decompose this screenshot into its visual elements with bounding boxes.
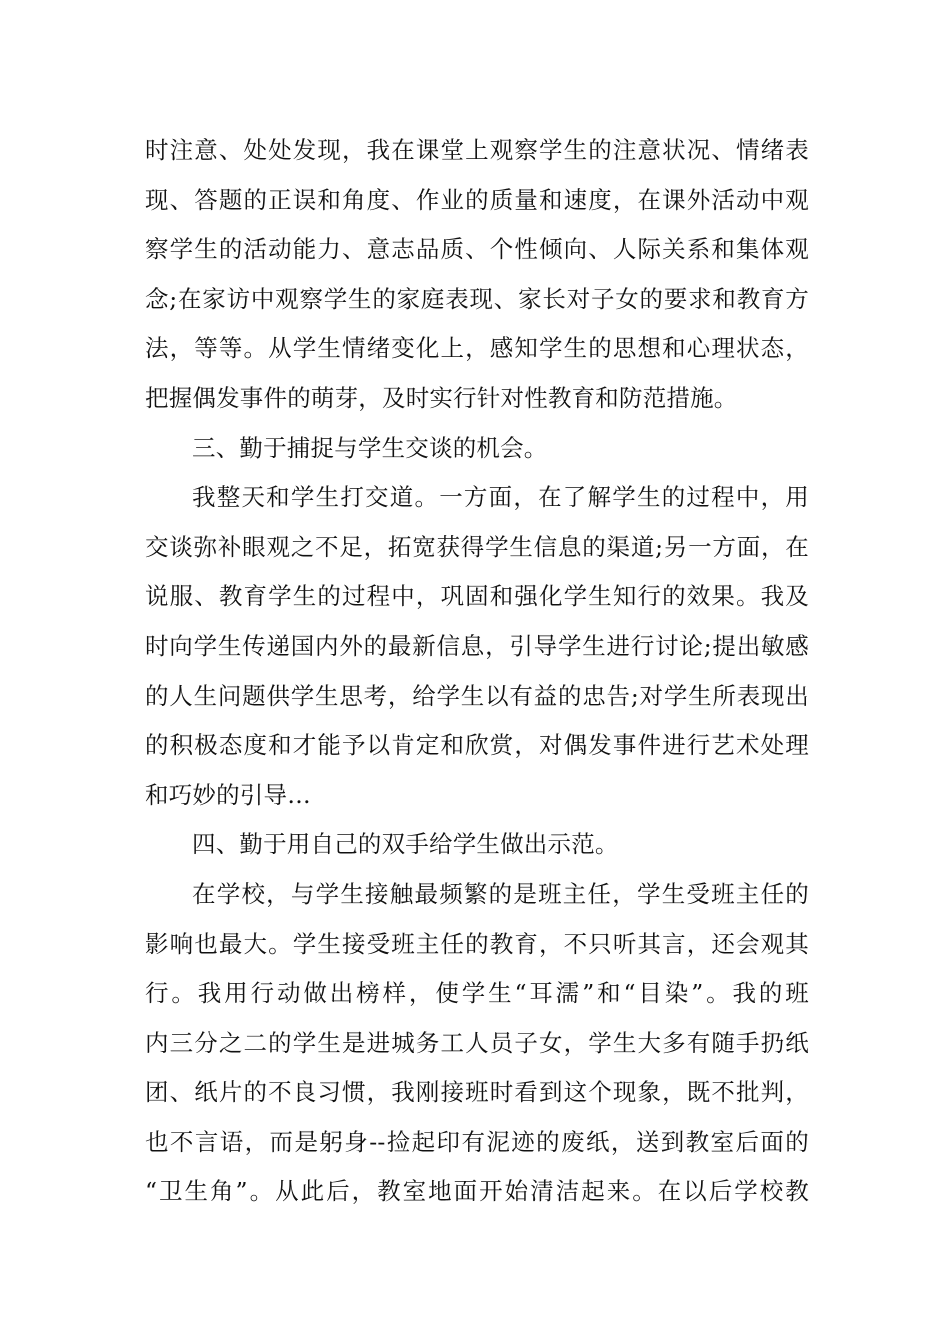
text-line: 和巧妙的引导… xyxy=(145,780,311,809)
text-line: 内三分之二的学生是进城务工人员子女，学生大多有随手扔纸 xyxy=(145,1028,809,1057)
text-line: 念;在家访中观察学生的家庭表现、家长对子女的要求和教育方 xyxy=(145,284,809,313)
text-line: 时注意、处处发现，我在课堂上观察学生的注意状况、情绪表 xyxy=(145,136,809,164)
document-body xyxy=(145,126,809,1217)
text-line: 的人生问题供学生思考，给学生以有益的忠告;对学生所表现出 xyxy=(145,681,809,710)
section-heading: 四、勤于用自己的双手给学生做出示范。 xyxy=(192,830,619,859)
text-line: 在学校，与学生接触最频繁的是班主任，学生受班主任的 xyxy=(192,879,809,908)
text-line: 说服、教育学生的过程中，巩固和强化学生知行的效果。我及 xyxy=(145,582,809,611)
text-line: 的积极态度和才能予以肯定和欣赏，对偶发事件进行艺术处理 xyxy=(145,731,809,760)
text-line: 现、答题的正误和角度、作业的质量和速度，在课外活动中观 xyxy=(145,185,809,214)
text-line: 交谈弥补眼观之不足，拓宽获得学生信息的渠道;另一方面，在 xyxy=(145,532,809,561)
text-line: 把握偶发事件的萌芽，及时实行针对性教育和防范措施。 xyxy=(145,383,738,412)
section-heading: 三、勤于捕捉与学生交谈的机会。 xyxy=(192,433,548,462)
text-line: 法，等等。从学生情绪变化上，感知学生的思想和心理状态， xyxy=(145,334,809,363)
text-line: 行。我用行动做出榜样，使学生“耳濡”和“目染”。我的班 xyxy=(145,979,809,1008)
text-line: 团、纸片的不良习惯，我刚接班时看到这个现象，既不批判， xyxy=(145,1078,809,1107)
text-line: “卫生角”。从此后，教室地面开始清洁起来。在以后学校教 xyxy=(145,1177,809,1206)
text-line: 时向学生传递国内外的最新信息，引导学生进行讨论;提出敏感 xyxy=(145,631,809,660)
text-line: 我整天和学生打交道。一方面，在了解学生的过程中，用 xyxy=(192,483,809,512)
text-line: 也不言语，而是躬身--捡起印有泥迹的废纸，送到教室后面的 xyxy=(145,1127,809,1156)
text-line: 察学生的活动能力、意志品质、个性倾向、人际关系和集体观 xyxy=(145,235,809,264)
text-line: 影响也最大。学生接受班主任的教育，不只听其言，还会观其 xyxy=(145,929,809,958)
